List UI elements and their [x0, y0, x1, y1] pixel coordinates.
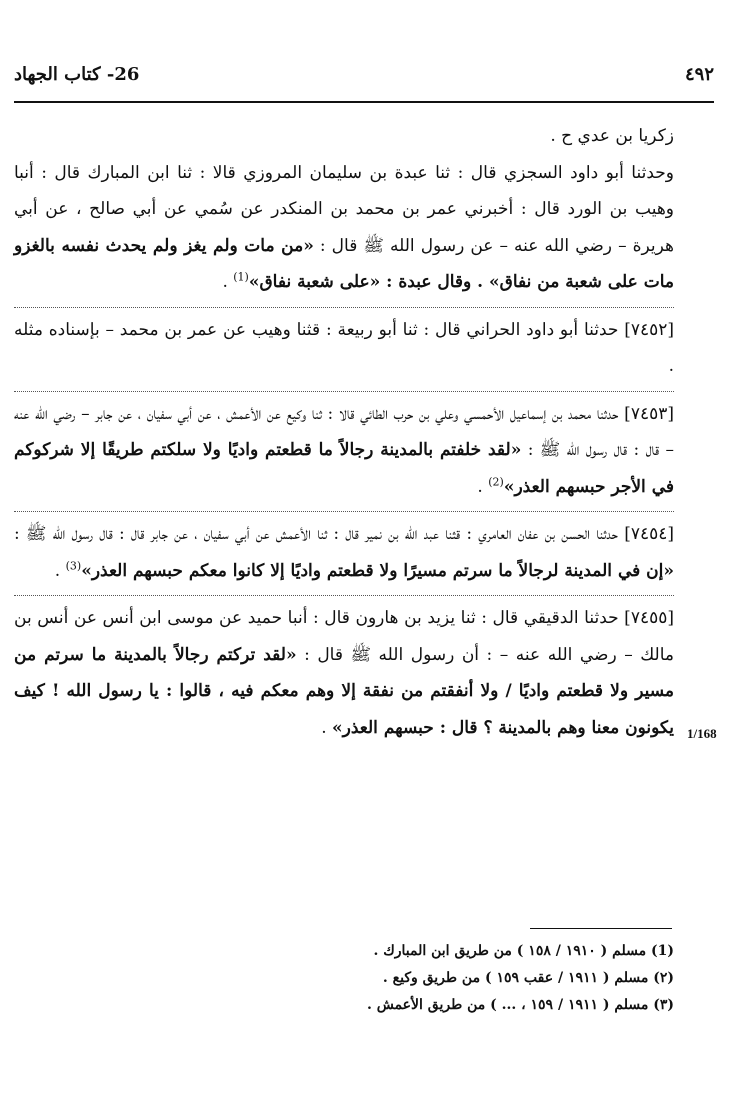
- header-rule: [14, 101, 714, 103]
- hadith-text: «لقد تركتم رجالاً بالمدينة ما سرتم من مسير ولا قطعتم واديًا / ولا أنفقتم من نفقة إلا وهم معكم فيه ، قالوا : يا رسول الله ! كيف يكونون معنا وهم بالمدينة ؟ قال : حبسهم العذر»: [14, 644, 674, 738]
- page-header: [14, 64, 714, 94]
- separator: [14, 595, 674, 596]
- text-run: .: [477, 476, 489, 497]
- text-run: وحدثنا أبو داود السجزي قال : ثنا عبدة بن سليمان المروزي قالا : ثنا ابن المبارك قال : أنبا وهيب بن الورد قال : أخبرني عمر بن محمد بن المنكدر عن سُمي عن أبي صالح ، عن أبي هريرة – رضي الله عنه – عن رسول الله ﷺ قال :: [14, 162, 674, 256]
- text-run: [٧٤٥٥] حدثنا الدقيقي قال : ثنا يزيد بن هارون قال : أنبا حميد عن موسى ابن أنس عن أنس بن مالك – رضي الله عنه – : أن رسول الله ﷺ قال :: [14, 608, 674, 665]
- text-run: [٧٤٥٢] حدثنا أبو داود الحراني قال : ثنا أبو ربيعة : قثنا وهيب عن عمر بن محمد – بإسناده مثله .: [14, 319, 674, 376]
- text-run: .: [222, 272, 234, 292]
- separator: [14, 307, 674, 308]
- paragraph: [14, 516, 674, 589]
- text-run: [٧٤٥٣] حدثنا محمد بن إسماعيل الأحمسي وعلي بن حرب الطائي قالا : ثنا وكيع عن الأعمش ، عن أبي سفيان ، عن جابر – رضي الله عنه – قال : قال رسول الله ﷺ :: [14, 403, 674, 460]
- separator: [14, 391, 674, 392]
- chapter-title: 26- كتاب الجهاد: [14, 64, 140, 85]
- footnote-rule: [530, 928, 672, 929]
- hadith-text: «لقد خلفتم بالمدينة رجالاً ما قطعتم واديًا ولا سلكتم طريقًا إلا شركوكم في الأجر حبسهم العذر»: [14, 440, 674, 497]
- paragraph: [14, 155, 674, 301]
- manuscript-folio-note: 1/168: [687, 726, 717, 741]
- footnote-ref: (1): [233, 270, 249, 284]
- footnote: (٣) مسلم ( ١٩١١ / ١٥٩ ، ... ) من طريق الأعمش .: [366, 997, 674, 1013]
- paragraph: [14, 312, 674, 385]
- footnote: (1) مسلم ( ١٩١٠ / ١٥٨ ) من طريق ابن المبارك .: [373, 943, 674, 959]
- paragraph: [14, 396, 674, 506]
- text-run: [٧٤٥٤] حدثنا الحسن بن عفان العامري : قثنا عبد الله بن نمير قال : ثنا الأعمش عن أبي سفيان ، عن جابر قال : قال رسول الله ﷺ :: [14, 524, 674, 544]
- footnote-ref: (2): [488, 474, 504, 488]
- paragraph: [14, 600, 674, 746]
- page-number: ٤٩٢: [684, 64, 714, 85]
- footnote-ref: (3): [65, 558, 82, 572]
- footnotes: [14, 938, 674, 1019]
- text-run: .: [54, 560, 66, 581]
- hadith-text: «إن في المدينة لرجالاً ما سرتم مسيرًا ولا قطعتم واديًا إلا كانوا معكم حبسهم العذر»: [81, 560, 674, 581]
- text-run: .: [321, 717, 333, 738]
- paragraph: [14, 118, 674, 155]
- hadith-text: «من مات ولم يغز ولم يحدث نفسه بالغزو مات على شعبة من نفاق» . وقال عبدة : «على شعبة نفاق»: [14, 235, 674, 292]
- main-text: [14, 118, 674, 746]
- separator: [14, 511, 674, 512]
- footnote: (٢) مسلم ( ١٩١١ / عقب ١٥٩ ) من طريق وكيع .: [382, 970, 674, 986]
- text-run: زكريا بن عدي ح .: [550, 126, 674, 146]
